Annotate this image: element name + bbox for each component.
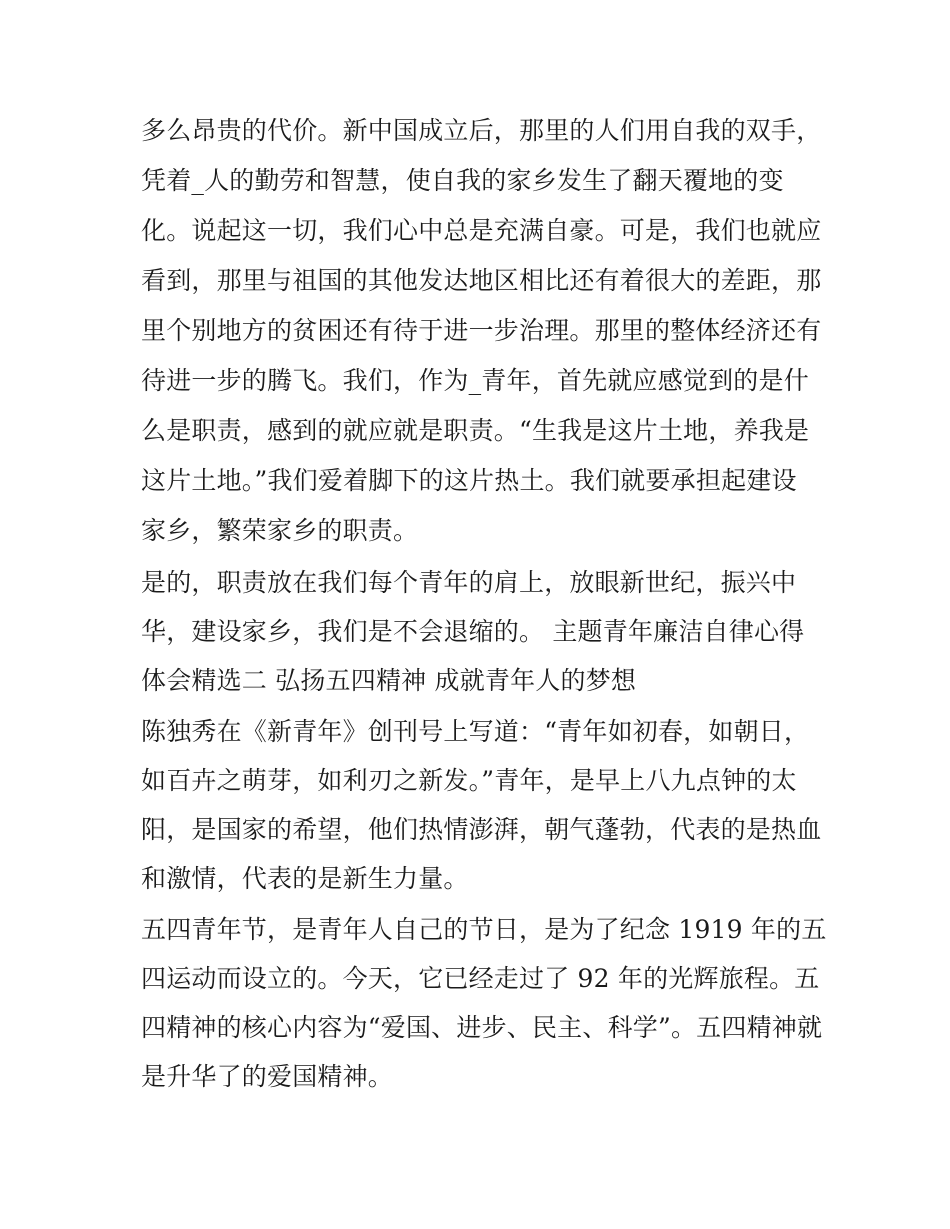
paragraph [141,558,821,705]
text-line: 五四青年节，是青年人自己的节日，是为了纪念 1919 年的五 [141,915,827,944]
text-line: 么是职责，感到的就应就是职责。“生我是这片土地，养我是 [141,416,810,445]
text-line: 陈独秀在《新青年》创刊号上写道：“青年如初春，如朝日， [141,717,810,746]
text-line: 这片土地。”我们爱着脚下的这片热土。我们就要承担起建设 [141,466,797,495]
text-line: 四精神的核心内容为“爱国、进步、民主、科学”。五四精神就 [141,1013,823,1042]
document-page [141,106,827,1101]
text-line: 凭着_人的勤劳和智慧，使自我的家乡发生了翻天覆地的变 [141,166,784,195]
text-line: 是升华了的爱国精神。 [141,1062,394,1091]
text-line: 里个别地方的贫困还有待于进一步治理。那里的整体经济还有 [141,316,822,345]
text-line: 待进一步的腾飞。我们，作为_青年，首先就应感觉到的是什 [141,366,809,395]
text-line: 阳，是国家的希望，他们热情澎湃，朝气蓬勃，代表的是热血 [141,815,822,844]
text-line: 是的，职责放在我们每个青年的肩上，放眼新世纪，振兴中 [141,568,797,597]
text-line: 和激情，代表的是新生力量。 [141,864,469,893]
text-line: 多么昂贵的代价。新中国成立后，那里的人们用自我的双手， [141,116,822,145]
paragraph [141,905,827,1101]
paragraph [141,707,821,903]
text-line: 华，建设家乡，我们是不会退缩的。 主题青年廉洁自律心得 [141,617,805,646]
text-line: 四运动而设立的。今天，它已经走过了 92 年的光辉旅程。五 [141,964,820,993]
text-line: 化。说起这一切，我们心中总是充满自豪。可是，我们也就应 [141,216,822,245]
text-line: 体会精选二 弘扬五四精神 成就青年人的梦想 [141,666,637,695]
text-line: 如百卉之萌芽，如利刃之新发。”青年，是早上八九点钟的太 [141,766,797,795]
paragraph [141,106,821,556]
text-line: 家乡，繁荣家乡的职责。 [141,516,419,545]
text-line: 看到，那里与祖国的其他发达地区相比还有着很大的差距，那 [141,266,822,295]
